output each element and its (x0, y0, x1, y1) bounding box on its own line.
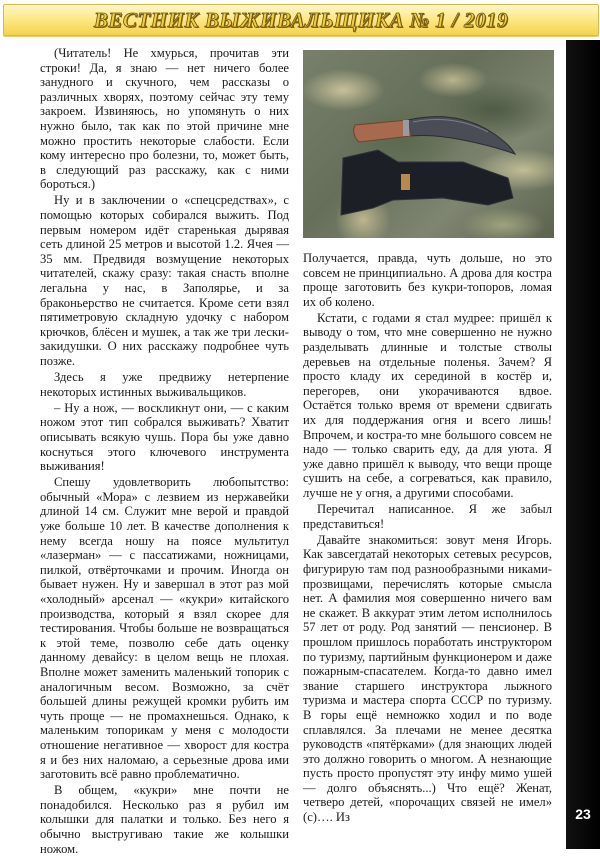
kukri-photo (303, 50, 554, 238)
magazine-title: ВЕСТНИК ВЫЖИВАЛЬЩИКА № 1 / 2019 (93, 7, 509, 32)
paragraph: Спешу удовлетворить любопытство: обычный «Мора» с лезвием из нержавейки длиной 14 см. Служит мне верой и правдой уже больше 10 лет. В качестве дополнения к нему всегда ношу на поясе мультитул «лазерман» — с пассатижами, ножницами, пилкой, отвёрточками и прочим. Иногда он бывает нужен. Ну и завершал в этот раз мой «холодный» арсенал — «кукри» китайского производства, который я взял скорее для тестирования. Чтобы больше не возвращаться к этой теме, позволю себе дать оценку данному девайсу: в целом вещь не плохая. Вполне может заменить маленький топорик с аналогичным весом. Возможно, за счёт большей длины режущей кромки рубить им чуть проще — не промахнешься. Однако, к маленьким топорикам у меня с молодости отношение негативное — хворост для костра я и без них наломаю, а серьезные дрова ими заготовить всё равно проблематично. (40, 475, 289, 782)
paragraph: Перечитал написанное. Я же забыл представиться! (303, 502, 552, 531)
paragraph: Ну и в заключении о «спецсредствах», с помощью которых собирался выжить. Под первым номером идёт старенькая дырявая сеть длиной 25 метров и высотой 1.2. Ячея — 35 мм. Предвидя возмущение некоторых читателей, скажу сразу: такая снасть вполне легальна у нас, в Заполярье, и за браконьерство не считается. Кроме сети взял пятиметровую складную удочку с набором крючков, блёсен и мушек, а так же три лески-закидушки. О них расскажу подробнее чуть позже. (40, 193, 289, 368)
paragraph: Получается, правда, чуть дольше, но это совсем не принципиально. А дрова для костра проще заготовить без кукри-топоров, ломая их об колено. (303, 251, 552, 309)
paragraph: Кстати, с годами я стал мудрее: пришёл к выводу о том, что мне совершенно не нужно разделывать длинные и толстые стволы деревьев на отдельные поленья. Зачем? Я просто кладу их серединой в костёр и, перегорев, они укорачиваются вдвое. Остаётся только время от времени сдвигать их для поддержания огня и всего лишь! Впрочем, и костра-то мне большого совсем не надо — только сварить еду, да для уюта. Я уже давно пришёл к выводу, что вещи проще сушить на себе, а согреваться, как правило, лучше не у огня, а другими способами. (303, 310, 552, 500)
header-banner (3, 4, 599, 36)
kukri-knife-illustration (303, 50, 554, 238)
page-number: 23 (575, 806, 591, 822)
right-column (303, 251, 552, 826)
paragraph: В общем, «кукри» мне почти не понадобился. Несколько раз я рубил им колышки для палатки и только. Без него я обычно выстругиваю такие же колышки ножом. (40, 783, 289, 856)
paragraph: Давайте знакомиться: зовут меня Игорь. Как завсегдатай некоторых сетевых ресурсов, фигурирую там под разнообразными никами-прозвищами, перечислять которые смысла нет. А фамилия моя совершенно ничего вам не скажет. В аккурат этим летом исполнилось 57 лет от роду. Род занятий — пенсионер. В прошлом пришлось поработать инструктором по туризму, партийным функционером и даже пожарным-спасателем. Когда-то давно имел звание старшего инструктора лыжного туризма и мастера спорта СССР по туризму. В горы ещё немножко ходил и по воде сплавлялся. За плечами не менее десятка руководств «пятёрками» (для знающих людей это должно говорить о многом. А незнающие пусть просто пропустят эту инфу мимо ушей — долго объяснять...) Что ещё? Женат, четверо детей, «порочащих связей не имел» (с)…. Из (303, 532, 552, 825)
paragraph: – Ну а нож, — воскликнут они, — с каким ножом этот тип собрался выживать? Хватит описывать всякую чушь. Пора бы уже давно коснуться этого ключевого инструмента выживания! (40, 400, 289, 474)
paragraph: (Читатель! Не хмурься, прочитав эти строки! Да, я знаю — нет ничего более занудного и скучного, чем рассказы о различных хворях, поэтому сейчас эту тему закроем. Извиняюсь, но упомянуть о них нужно было, так как по этой причине мне можно простить некоторые слабости. Если кому интересно про болезни, то, может быть, в следующий раз расскажу, как с ними бороться.) (40, 46, 289, 192)
left-column (40, 46, 289, 858)
paragraph: Здесь я уже предвижу нетерпение некоторых истинных выживальщиков. (40, 370, 289, 399)
page-sidebar (566, 40, 600, 849)
